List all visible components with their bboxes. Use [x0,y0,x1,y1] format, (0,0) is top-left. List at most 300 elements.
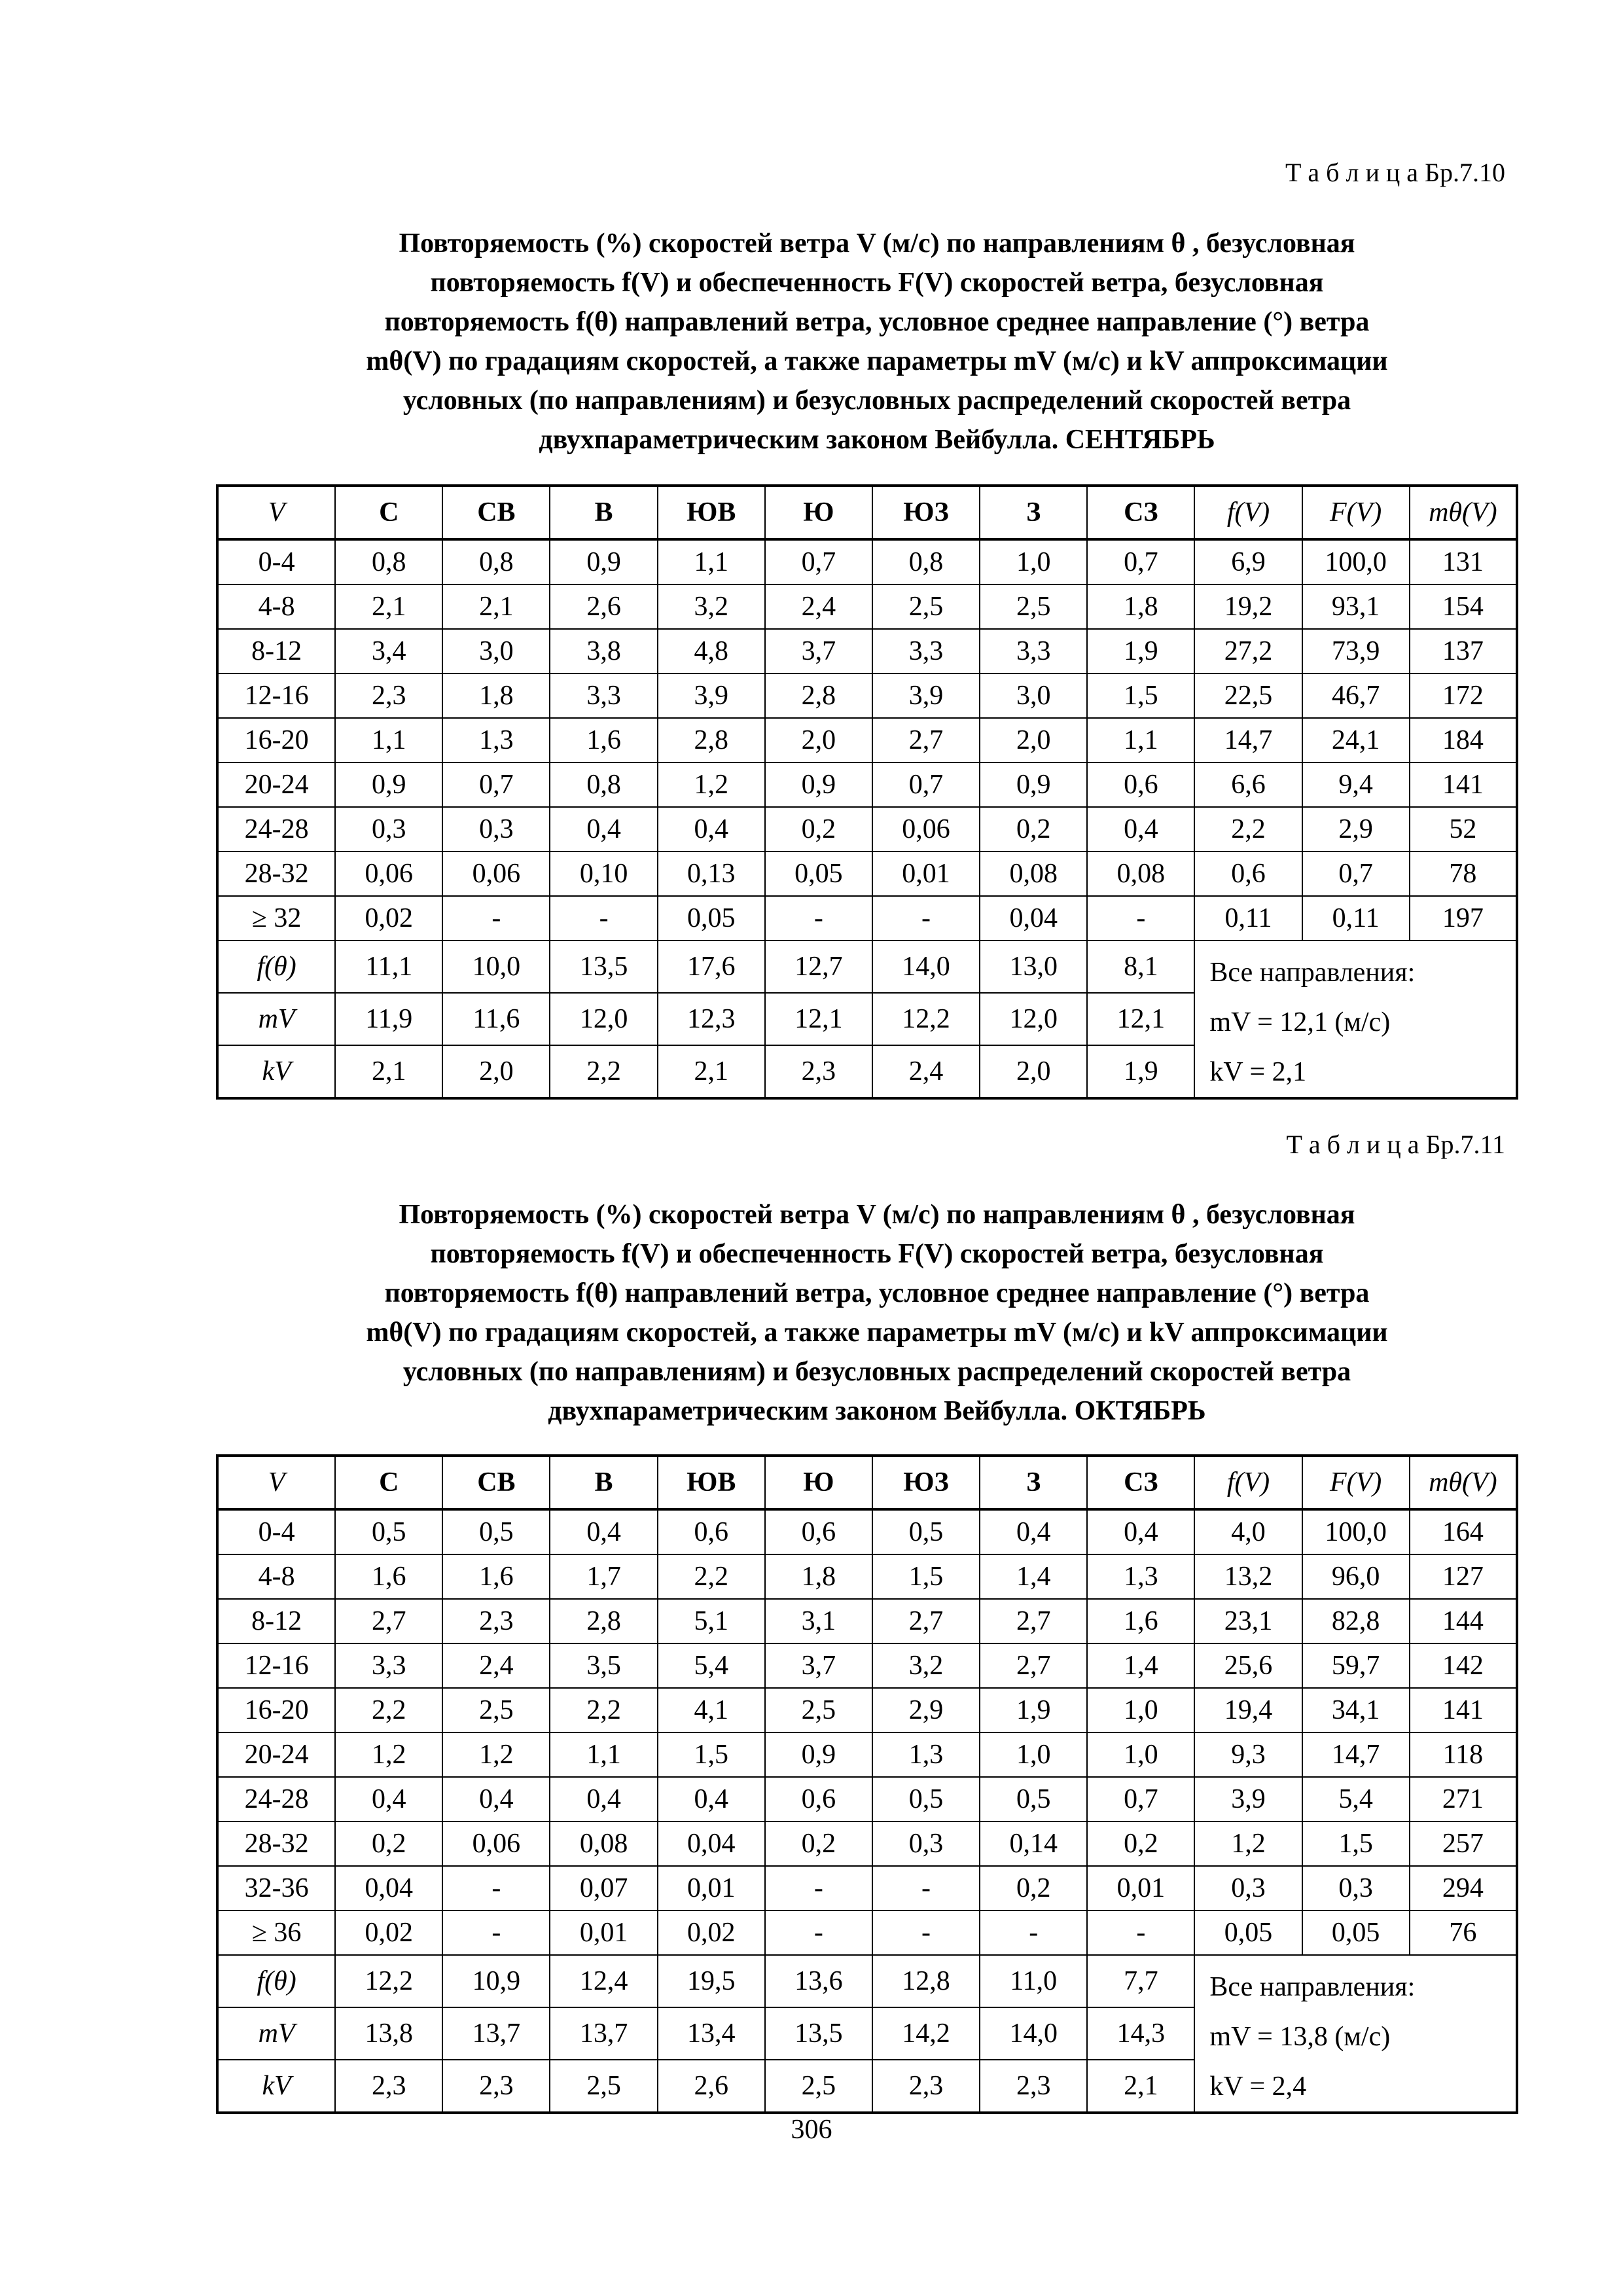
table-cell: 0,2 [335,1821,442,1866]
parameter-label: f(θ) [217,941,335,993]
table-cell: 154 [1410,584,1517,629]
summary-mv: mV = 13,8 (м/с) [1209,2022,1391,2052]
table-cell: 100,0 [1302,539,1410,584]
table-cell: 0,3 [1194,1866,1302,1910]
table-cell: 0,01 [1087,1866,1194,1910]
parameter-cell: 12,2 [335,1955,442,2007]
table-caption [255,1195,1499,1431]
table-cell: 2,5 [872,584,980,629]
parameter-cell: 2,3 [872,2060,980,2113]
parameter-cell: 13,8 [335,2007,442,2060]
parameter-cell: 13,0 [980,941,1087,993]
table-cell: 0,10 [550,852,657,896]
table-cell: 3,3 [980,629,1087,673]
parameter-cell: 8,1 [1087,941,1194,993]
table-cell: - [550,896,657,941]
table-cell: 3,3 [335,1643,442,1688]
table-cell: 6,9 [1194,539,1302,584]
table-cell: 0,5 [335,1509,442,1554]
table-cell: 0,4 [442,1777,550,1821]
parameter-label: kV [217,2060,335,2113]
column-header: f(V) [1194,1456,1302,1509]
caption-line: повторяемость f(θ) направлений ветра, условное среднее направление (°) ветра [384,1278,1370,1308]
table-cell: 1,6 [442,1554,550,1599]
table-cell: 23,1 [1194,1599,1302,1643]
column-header: СЗ [1087,1456,1194,1509]
table-cell: 0,06 [335,852,442,896]
parameter-cell: 2,5 [550,2060,657,2113]
parameter-cell: 13,6 [765,1955,872,2007]
table-cell: 0,4 [550,807,657,852]
column-header: Ю [765,1456,872,1509]
table-cell: 2,5 [765,1688,872,1732]
table-cell: 0,14 [980,1821,1087,1866]
table-cell: 0,11 [1302,896,1410,941]
table-cell: 0,5 [872,1509,980,1554]
table-cell: 13,2 [1194,1554,1302,1599]
column-header: С [335,1456,442,1509]
caption-line: mθ(V) по градациям скоростей, а также параметры mV (м/с) и kV аппроксимации [366,346,1388,376]
table-cell: 52 [1410,807,1517,852]
speed-range-cell: 8-12 [217,1599,335,1643]
header-row [217,486,1517,539]
caption-line: повторяемость f(V) и обеспеченность F(V) скоростей ветра, безусловная [430,268,1324,298]
table-cell: 25,6 [1194,1643,1302,1688]
column-header: F(V) [1302,486,1410,539]
table-row [217,1688,1517,1732]
table-cell: 1,1 [550,1732,657,1777]
table-cell: 0,2 [980,807,1087,852]
table-cell: 257 [1410,1821,1517,1866]
parameter-cell: 13,4 [658,2007,765,2060]
table-cell: 2,7 [335,1599,442,1643]
column-header: V [217,1456,335,1509]
parameter-cell: 2,3 [442,2060,550,2113]
parameter-row [217,941,1517,993]
table-cell: 0,13 [658,852,765,896]
parameter-cell: 13,5 [765,2007,872,2060]
table-cell: 3,7 [765,629,872,673]
parameter-cell: 12,0 [550,993,657,1045]
table-cell: - [872,1866,980,1910]
table-cell: 0,06 [442,852,550,896]
table-row [217,852,1517,896]
table-cell: 2,1 [335,584,442,629]
table-cell: 93,1 [1302,584,1410,629]
parameter-cell: 1,9 [1087,1045,1194,1098]
header-row [217,1456,1517,1509]
table-row [217,1732,1517,1777]
table-row [217,1599,1517,1643]
column-header: f(V) [1194,486,1302,539]
table-cell: 0,08 [980,852,1087,896]
table-cell: 2,7 [980,1599,1087,1643]
table-cell: 1,3 [442,718,550,762]
table-cell: 1,1 [335,718,442,762]
table-cell: 1,4 [1087,1643,1194,1688]
speed-range-cell: 20-24 [217,1732,335,1777]
table-cell: 0,2 [765,1821,872,1866]
table-cell: 0,8 [335,539,442,584]
table-cell: 1,2 [335,1732,442,1777]
table-cell: 3,7 [765,1643,872,1688]
table-cell: 0,4 [1087,1509,1194,1554]
table-cell: 2,8 [550,1599,657,1643]
table-cell: - [442,896,550,941]
speed-range-cell: ≥ 36 [217,1910,335,1955]
table-cell: 78 [1410,852,1517,896]
table-cell: 0,7 [442,762,550,807]
table-cell: 0,5 [442,1509,550,1554]
table-cell: 3,3 [872,629,980,673]
table-cell: 0,08 [1087,852,1194,896]
table-cell: 1,3 [1087,1554,1194,1599]
table-cell: 0,01 [658,1866,765,1910]
table-row [217,896,1517,941]
parameter-cell: 12,1 [765,993,872,1045]
column-header: Ю [765,486,872,539]
speed-range-cell: 4-8 [217,584,335,629]
table-cell: 144 [1410,1599,1517,1643]
table-row [217,1509,1517,1554]
table-cell: 1,1 [658,539,765,584]
table-cell: 2,7 [872,1599,980,1643]
table-cell: 3,1 [765,1599,872,1643]
table-cell: 9,3 [1194,1732,1302,1777]
speed-range-cell: 12-16 [217,673,335,718]
table-cell: 1,4 [980,1554,1087,1599]
table-cell: 1,0 [1087,1688,1194,1732]
caption-line: двухпараметрическим законом Вейбулла. ОКТЯБРЬ [548,1396,1206,1426]
table-row [217,1554,1517,1599]
column-header: СВ [442,486,550,539]
table-cell: 2,3 [442,1599,550,1643]
table-cell: 1,0 [980,1732,1087,1777]
table-cell: 4,0 [1194,1509,1302,1554]
column-header: СЗ [1087,486,1194,539]
table-cell: 137 [1410,629,1517,673]
table-cell: 0,2 [980,1866,1087,1910]
table-cell: 0,7 [872,762,980,807]
table-cell: 5,4 [658,1643,765,1688]
table-caption [255,224,1499,459]
table-cell: 172 [1410,673,1517,718]
table-cell: 0,01 [550,1910,657,1955]
table-cell: 0,5 [980,1777,1087,1821]
table-cell: 2,2 [1194,807,1302,852]
table-cell: 0,4 [550,1509,657,1554]
parameter-label: mV [217,2007,335,2060]
table-cell: 2,7 [980,1643,1087,1688]
table-cell: 2,8 [658,718,765,762]
speed-range-cell: 0-4 [217,539,335,584]
speed-range-cell: 28-32 [217,1821,335,1866]
parameter-cell: 12,7 [765,941,872,993]
table-cell: 2,6 [550,584,657,629]
table-cell: 1,8 [765,1554,872,1599]
parameter-cell: 2,1 [658,1045,765,1098]
table-cell: 0,6 [765,1509,872,1554]
table-cell: 0,11 [1194,896,1302,941]
table-cell: 0,07 [550,1866,657,1910]
parameter-cell: 11,1 [335,941,442,993]
column-header: ЮВ [658,486,765,539]
parameter-row [217,1955,1517,2007]
table-cell: 2,5 [980,584,1087,629]
table-cell: 1,9 [1087,629,1194,673]
table-cell: 2,3 [335,673,442,718]
table-cell: 1,2 [658,762,765,807]
table-cell: - [872,896,980,941]
table-cell: 0,01 [872,852,980,896]
table-cell: 142 [1410,1643,1517,1688]
column-header: F(V) [1302,1456,1410,1509]
speed-range-cell: 32-36 [217,1866,335,1910]
table-cell: 0,6 [1194,852,1302,896]
table-cell: 0,6 [658,1509,765,1554]
column-header: mθ(V) [1410,1456,1517,1509]
speed-range-cell: 28-32 [217,852,335,896]
table-cell: 34,1 [1302,1688,1410,1732]
table-cell: 0,04 [335,1866,442,1910]
table-cell: 9,4 [1302,762,1410,807]
table-cell: - [765,896,872,941]
speed-range-cell: 12-16 [217,1643,335,1688]
table-cell: 0,5 [872,1777,980,1821]
table-cell: 3,9 [658,673,765,718]
table-cell: 1,8 [1087,584,1194,629]
speed-range-cell: 4-8 [217,1554,335,1599]
table-row [217,718,1517,762]
column-header: ЮВ [658,1456,765,1509]
table-cell: 0,7 [1302,852,1410,896]
table-cell: 0,7 [765,539,872,584]
table-cell: 0,05 [1302,1910,1410,1955]
table-cell: 22,5 [1194,673,1302,718]
table-cell: 294 [1410,1866,1517,1910]
table-cell: 0,6 [1087,762,1194,807]
table-cell: 1,2 [442,1732,550,1777]
parameter-cell: 19,5 [658,1955,765,2007]
table-cell: 2,7 [872,718,980,762]
speed-range-cell: 0-4 [217,1509,335,1554]
table-cell: 0,8 [872,539,980,584]
table-cell: 0,05 [658,896,765,941]
table-cell: 0,8 [442,539,550,584]
parameter-cell: 2,0 [980,1045,1087,1098]
parameter-cell: 2,4 [872,1045,980,1098]
table-cell: 3,3 [550,673,657,718]
column-header: В [550,486,657,539]
table-cell: 1,6 [1087,1599,1194,1643]
table-cell: 19,2 [1194,584,1302,629]
table-row [217,1910,1517,1955]
column-header: ЮЗ [872,1456,980,1509]
table-cell: 1,3 [872,1732,980,1777]
table-cell: 1,0 [1087,1732,1194,1777]
speed-range-cell: ≥ 32 [217,896,335,941]
speed-range-cell: 16-20 [217,1688,335,1732]
parameter-cell: 13,5 [550,941,657,993]
table-cell: 0,4 [550,1777,657,1821]
table-cell: 164 [1410,1509,1517,1554]
parameter-cell: 12,4 [550,1955,657,2007]
parameter-label: f(θ) [217,1955,335,2007]
parameter-cell: 7,7 [1087,1955,1194,2007]
table-cell: 1,0 [980,539,1087,584]
parameter-cell: 2,0 [442,1045,550,1098]
table-cell: 3,5 [550,1643,657,1688]
table-cell: 59,7 [1302,1643,1410,1688]
parameter-cell: 2,3 [980,2060,1087,2113]
parameter-cell: 12,2 [872,993,980,1045]
table-cell: 127 [1410,1554,1517,1599]
parameter-cell: 2,6 [658,2060,765,2113]
table-cell: 3,4 [335,629,442,673]
table-cell: 1,9 [980,1688,1087,1732]
caption-line: двухпараметрическим законом Вейбулла. СЕНТЯБРЬ [539,425,1215,455]
column-header: ЮЗ [872,486,980,539]
table-cell: 0,02 [335,1910,442,1955]
summary-title: Все направления: [1209,1972,1416,2002]
all-directions-summary [1194,941,1517,1098]
column-header: С [335,486,442,539]
table-row [217,1866,1517,1910]
table-cell: 3,0 [980,673,1087,718]
table-cell: 2,5 [442,1688,550,1732]
table-cell: 1,6 [550,718,657,762]
table-cell: 184 [1410,718,1517,762]
table-cell: - [980,1910,1087,1955]
table-cell: 0,6 [765,1777,872,1821]
table-cell: 141 [1410,1688,1517,1732]
table-cell: 197 [1410,896,1517,941]
caption-line: mθ(V) по градациям скоростей, а также параметры mV (м/с) и kV аппроксимации [366,1318,1388,1348]
table-cell: - [765,1866,872,1910]
table-cell: 14,7 [1194,718,1302,762]
parameter-cell: 2,5 [765,2060,872,2113]
all-directions-summary [1194,1955,1517,2113]
table-row [217,539,1517,584]
parameter-cell: 2,1 [335,1045,442,1098]
table-cell: - [442,1866,550,1910]
caption-line: Повторяемость (%) скоростей ветра V (м/с) по направлениям θ , безусловная [399,228,1355,259]
table-cell: - [442,1910,550,1955]
table-cell: 5,4 [1302,1777,1410,1821]
caption-line: Повторяемость (%) скоростей ветра V (м/с) по направлениям θ , безусловная [399,1200,1355,1230]
table-cell: 0,4 [335,1777,442,1821]
table-cell: 0,08 [550,1821,657,1866]
table-cell: 0,4 [1087,807,1194,852]
summary-mv: mV = 12,1 (м/с) [1209,1007,1391,1037]
caption-line: условных (по направлениям) и безусловных распределений скоростей ветра [402,386,1351,416]
table-cell: 76 [1410,1910,1517,1955]
parameter-cell: 14,0 [980,2007,1087,2060]
table-cell: 0,4 [658,807,765,852]
table-cell: 27,2 [1194,629,1302,673]
table-cell: 0,4 [980,1509,1087,1554]
table-row [217,584,1517,629]
wind-table [216,484,1518,1100]
table-cell: 14,7 [1302,1732,1410,1777]
table-label: Т а б л и ц а Бр.7.11 [1286,1130,1505,1159]
parameter-cell: 12,8 [872,1955,980,2007]
table-cell: 1,6 [335,1554,442,1599]
speed-range-cell: 20-24 [217,762,335,807]
table-cell: 0,06 [442,1821,550,1866]
table-cell: 3,8 [550,629,657,673]
table-cell: 0,2 [1087,1821,1194,1866]
table-row [217,1821,1517,1866]
table-cell: 0,05 [1194,1910,1302,1955]
table-cell: 1,5 [872,1554,980,1599]
table-cell: 1,1 [1087,718,1194,762]
table-cell: 1,5 [1302,1821,1410,1866]
table-cell: 131 [1410,539,1517,584]
caption-line: условных (по направлениям) и безусловных распределений скоростей ветра [402,1357,1351,1387]
parameter-cell: 11,9 [335,993,442,1045]
parameter-cell: 10,9 [442,1955,550,2007]
table-cell: 271 [1410,1777,1517,1821]
column-header: V [217,486,335,539]
table-cell: 6,6 [1194,762,1302,807]
table-cell: 2,2 [550,1688,657,1732]
table-cell: 2,9 [872,1688,980,1732]
summary-kv: kV = 2,1 [1209,1057,1307,1087]
table-row [217,762,1517,807]
table-cell: 2,4 [442,1643,550,1688]
table-cell: 0,3 [1302,1866,1410,1910]
column-header: В [550,1456,657,1509]
table-cell: 118 [1410,1732,1517,1777]
table-cell: 3,0 [442,629,550,673]
table-cell: 73,9 [1302,629,1410,673]
table-cell: 2,2 [335,1688,442,1732]
table-row [217,673,1517,718]
parameter-cell: 11,6 [442,993,550,1045]
table-cell: 3,9 [1194,1777,1302,1821]
table-cell: 2,0 [765,718,872,762]
table-cell: 3,9 [872,673,980,718]
table-cell: 0,9 [980,762,1087,807]
parameter-cell: 2,3 [335,2060,442,2113]
parameter-cell: 2,3 [765,1045,872,1098]
caption-line: повторяемость f(θ) направлений ветра, условное среднее направление (°) ветра [384,307,1370,337]
speed-range-cell: 16-20 [217,718,335,762]
speed-range-cell: 24-28 [217,1777,335,1821]
table-cell: 0,4 [658,1777,765,1821]
table-cell: 0,7 [1087,539,1194,584]
table-cell: 4,8 [658,629,765,673]
table-cell: 0,3 [872,1821,980,1866]
parameter-cell: 11,0 [980,1955,1087,2007]
table-row [217,629,1517,673]
table-cell: 2,2 [658,1554,765,1599]
table-cell: 4,1 [658,1688,765,1732]
page-number: 306 [791,2115,832,2145]
parameter-label: mV [217,993,335,1045]
table-label: Т а б л и ц а Бр.7.10 [1285,158,1505,187]
table-cell: 24,1 [1302,718,1410,762]
column-header: СВ [442,1456,550,1509]
table-cell: 0,8 [550,762,657,807]
table-cell: 0,04 [980,896,1087,941]
parameter-cell: 14,0 [872,941,980,993]
column-header: mθ(V) [1410,486,1517,539]
parameter-cell: 2,2 [550,1045,657,1098]
speed-range-cell: 24-28 [217,807,335,852]
parameter-cell: 12,1 [1087,993,1194,1045]
